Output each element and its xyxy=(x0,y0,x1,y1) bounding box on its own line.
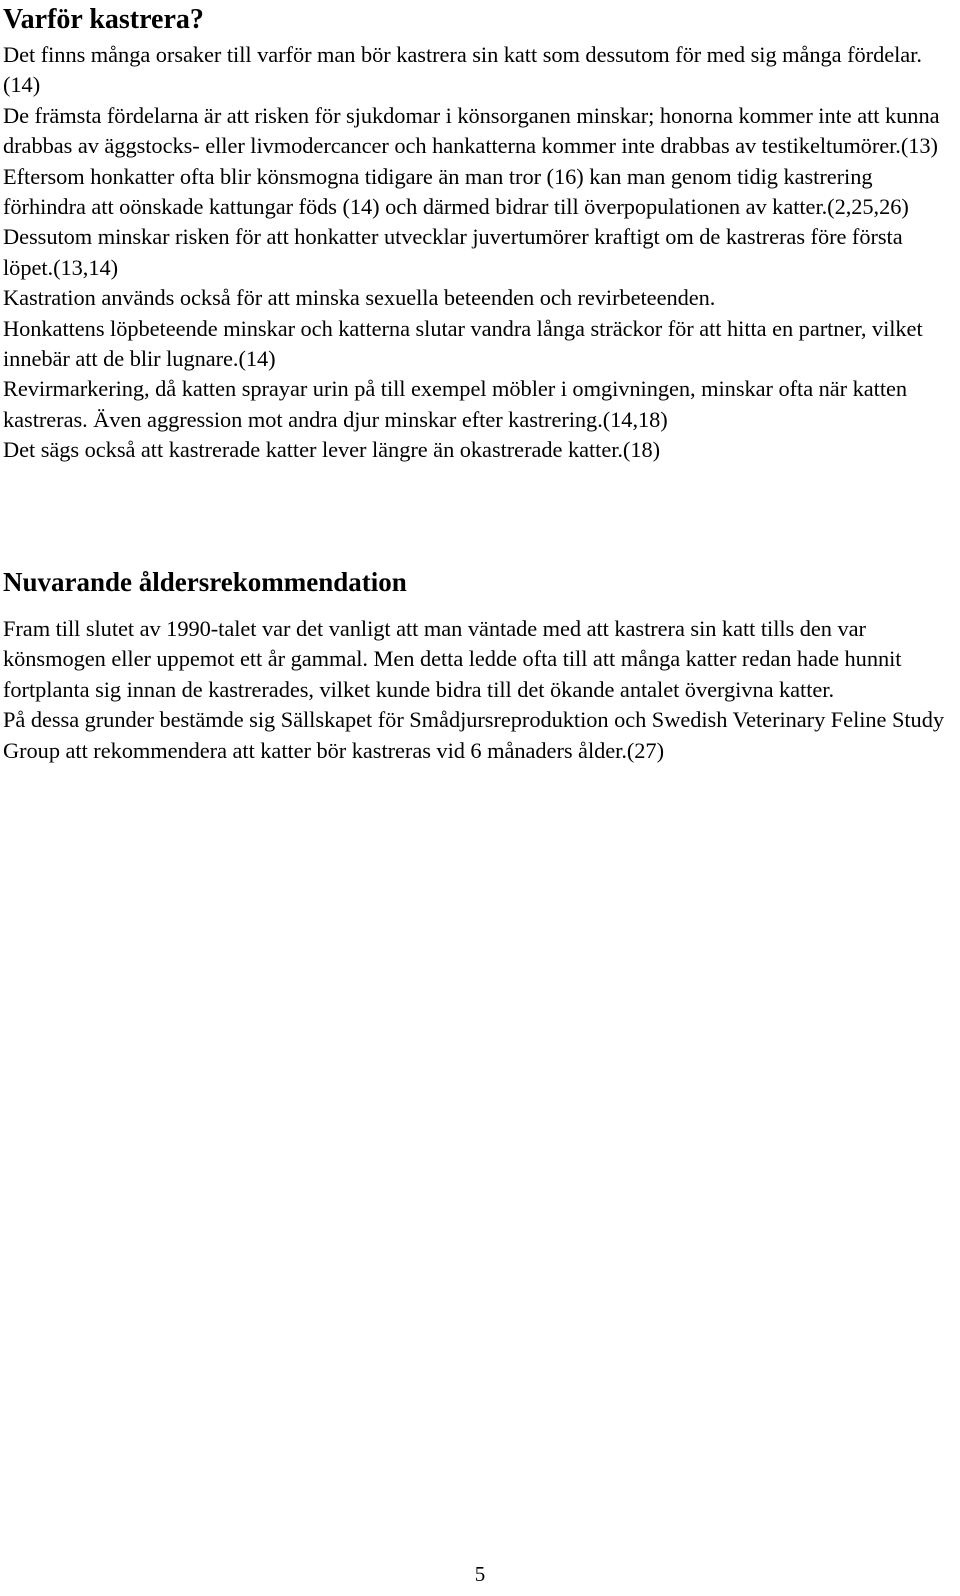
paragraph: Honkattens löpbeteende minskar och katterna slutar vandra långa sträckor för att hitta en partner, vilket innebär att de blir lugnare.(14) xyxy=(3,315,923,372)
section-why-castrate xyxy=(3,0,955,466)
section-heading: Nuvarande åldersrekommendation xyxy=(3,567,407,597)
paragraph: Det finns många orsaker till varför man bör kastrera sin katt som dessutom för med sig många fördelar.(14) xyxy=(3,42,922,98)
section-age-recommendation xyxy=(3,560,955,766)
paragraph: Kastration används också för att minska sexuella beteenden och revirbeteenden. xyxy=(3,285,716,311)
paragraph: Eftersom honkatter ofta blir könsmogna tidigare än man tror (16) kan man genom tidig kastrering förhindra att oönskade kattungar föds (14) och därmed bidrar till överpopulationen av katter.(2,25,26) xyxy=(3,163,909,220)
paragraph: Fram till slutet av 1990-talet var det vanligt att man väntade med att kastrera sin katt tills den var könsmogen eller uppemot ett år gammal. Men detta ledde ofta till att många katter redan hade hunnit fortplanta sig innan de kastrerades, vilket kunde bidra till det ökande antalet övergivna katter. xyxy=(3,616,902,702)
page-number: 5 xyxy=(474,1562,486,1586)
paragraph: Revirmarkering, då katten sprayar urin på till exempel möbler i omgivningen, minskar ofta när katten kastreras. Även aggression mot andra djur minskar efter kastrering.(14,18) xyxy=(3,376,908,432)
paragraph: Det sägs också att kastrerade katter lever längre än okastrerade katter.(18) xyxy=(3,437,661,463)
section-heading: Varför kastrera? xyxy=(3,4,204,35)
paragraph: På dessa grunder bestämde sig Sällskapet för Smådjursreproduktion och Swedish Veterinary Feline Study Group att rekommendera att katter bör kastreras vid 6 månaders ålder.(27) xyxy=(3,707,944,763)
paragraph: Dessutom minskar risken för att honkatter utvecklar juvertumörer kraftigt om de kastreras före första löpet.(13,14) xyxy=(3,224,903,280)
paragraph: De främsta fördelarna är att risken för sjukdomar i könsorganen minskar; honorna kommer inte att kunna drabbas av äggstocks- eller livmodercancer och hankatterna kommer inte drabbas av testikeltumörer.(13) xyxy=(3,102,940,159)
